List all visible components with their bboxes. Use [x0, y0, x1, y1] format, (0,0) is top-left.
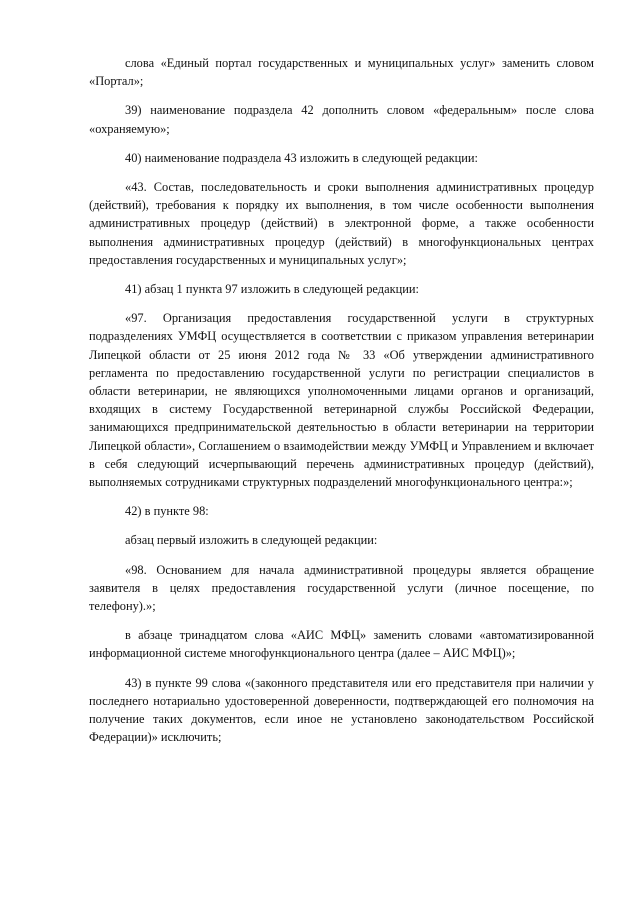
paragraph-portal-rename: слова «Единый портал государственных и муниципальных услуг» заменить словом «Портал»; [89, 56, 594, 89]
paragraph-clause-97: «97. Организация предоставления государственной услуги в структурных подразделениях УМФЦ осуществляется в соответствии с приказом управления ветеринарии Липецкой области от 25 июня 2012 года № 33 «Об утверждении административного регламента по предоставлению государственной услуги по регистрации специалистов в области ветеринарии, не являющихся уполномоченными лицами органов и организаций, входящих в систему Государственной ветеринарной службы Российской Федерации, занимающихся предпринимательской деятельностью в области ветеринарии на территории Липецкой области», Соглашением о взаимодействии между УМФЦ и Управлением и включает в себя следующий исчерпывающий перечень административных процедур (действий), выполняемых сотрудниками структурных подразделений многофункционального центра:»; [89, 311, 594, 490]
paragraph-item-40: 40) наименование подраздела 43 изложить в следующей редакции: [125, 150, 478, 165]
paragraph-clause-98: «98. Основанием для начала административной процедуры является обращение заявителя в целях предоставления государственной услуги (личное посещение, по телефону).»; [89, 562, 594, 614]
document-page [89, 54, 594, 758]
paragraph-abzac-13: в абзаце тринадцатом слова «АИС МФЦ» заменить словами «автоматизированной информационной системе многофункционального центра (далее – АИС МФЦ)»; [89, 628, 594, 661]
paragraph-section-43-title: «43. Состав, последовательность и сроки выполнения административных процедур (действий), требования к порядку их выполнения, в том числе особенности выполнения административных процедур (действий) в электронной форме, а также особенности выполнения административных процедур (действий) в многофункциональных центрах предоставления государственных и муниципальных услуг»; [89, 180, 594, 267]
paragraph-first-abzac: абзац первый изложить в следующей редакции: [125, 533, 378, 548]
paragraph-item-42: 42) в пункте 98: [125, 504, 209, 519]
paragraph-item-43: 43) в пункте 99 слова «(законного представителя или его представителя при наличии у последнего нотариально удостоверенной доверенности, подтверждающей его полномочия на получение таких документов, если иное не установлено законодательством Российской Федерации)» исключить; [89, 675, 594, 745]
paragraph-item-41: 41) абзац 1 пункта 97 изложить в следующей редакции: [125, 282, 419, 297]
paragraph-item-39: 39) наименование подраздела 42 дополнить словом «федеральным» после слова «охраняемую»; [89, 103, 594, 136]
